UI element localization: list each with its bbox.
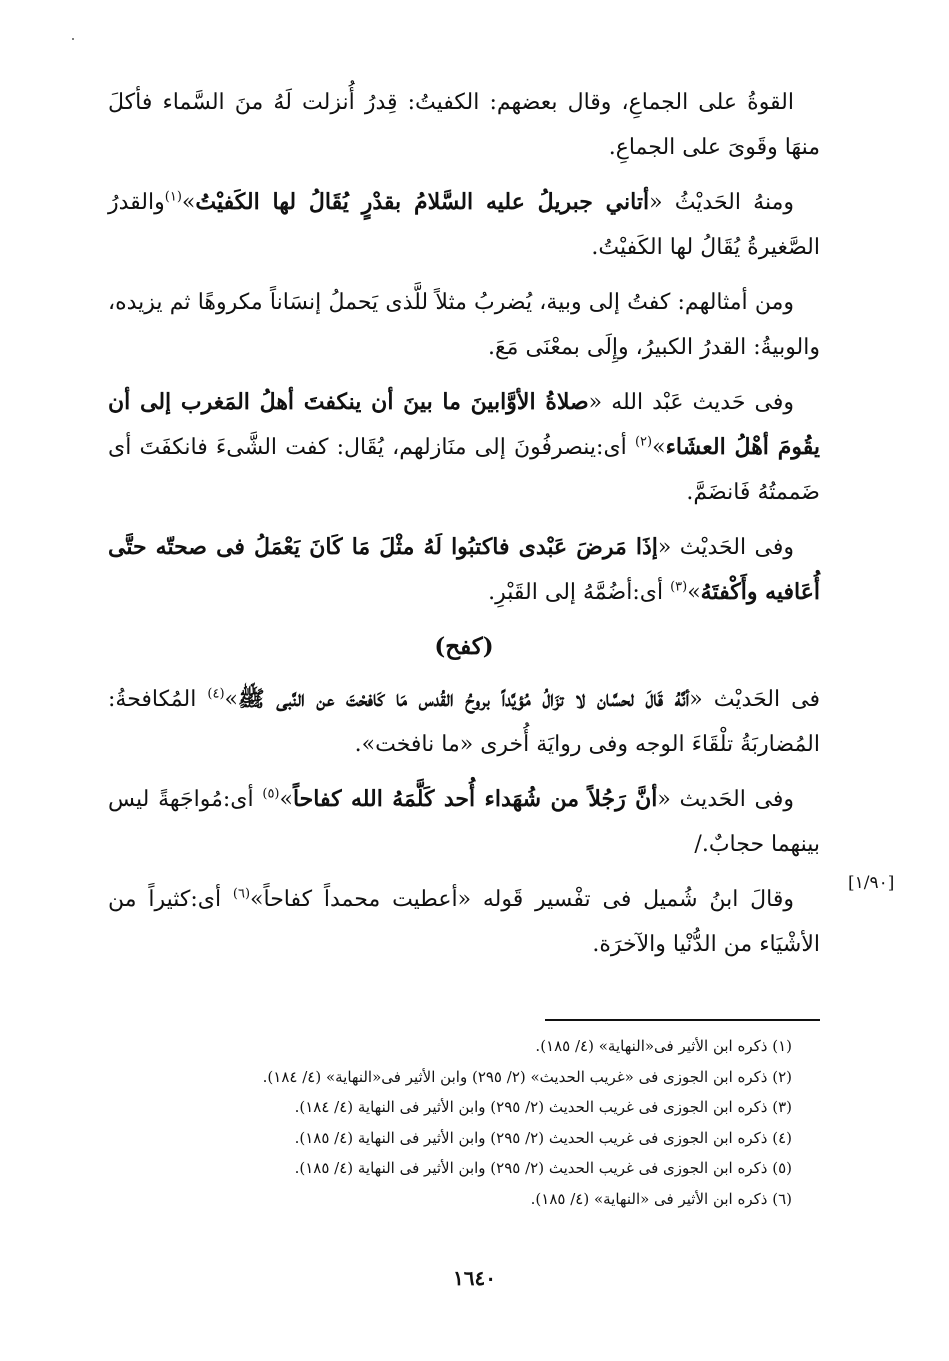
paragraph-text: أى:ينصرفُونَ إلى منَازلهم، يُقَال: كفت الشَّىءَ فانكفَتَ أى ضَممتُهُ فَانضَمَّ. (108, 435, 820, 505)
footnote-separator (545, 1019, 820, 1021)
hadith-text: إذَا مَرضَ عَبْدى فاكتبُوا لَهُ مثْلَ مَا كَانَ يَعْمَلُ فى صحتّه حتَّى أُعَافيه وأَكْفتَهُ (108, 534, 820, 605)
paragraph-text: » (181, 190, 196, 215)
paragraph-text: فى الحَديْث « (689, 687, 820, 712)
hadith-text: أنَّ رَجُلاً من شُهَداء أُحد كَلَّمَهُ الله كفاحاً (292, 786, 658, 812)
footnotes (120, 1031, 792, 1214)
paragraph-text: ومن أمثالهم: كفتُ إلى وبية، يُضربُ مثلاً للَّذى يَحملُ إنسَاناً مكروهًا ثم يزيده، والوبيةُ: القدرُ الكبيرُ، وإِلَى بمعْنَى مَعَ. (108, 290, 820, 360)
footnote-marker: (٢) (634, 434, 653, 450)
entry-kaft (108, 80, 820, 615)
paragraph (108, 525, 820, 615)
footnote-marker: (٤) (207, 686, 225, 702)
paragraph (108, 877, 820, 967)
paragraph-text: المُكافحةُ: المُضاربَةُ تلْقَاءَ الوجه وفى روايَة أُخرى «ما نافخت». (108, 687, 820, 757)
paragraph-text: وقالَ ابنُ شُميل فى تفْسير قَوله «أعطيت محمداً كفاحاً» (250, 887, 794, 912)
footnote-marker: (١) (164, 189, 182, 205)
paragraph-text: » (279, 787, 293, 812)
footnote: (٤) ذكره ابن الجوزى فى غريب الحديث (٢/ ٢٩٥) وابن الأثير فى النهاية (٤/ ١٨٥). (294, 1128, 792, 1147)
paragraph (108, 80, 820, 170)
footnote-marker: (٣) (670, 579, 688, 595)
paragraph-text: » (652, 435, 666, 460)
paragraph (108, 280, 820, 370)
paragraph-text: وفى الحَديث « (657, 787, 795, 812)
footnote: (٣) ذكره ابن الجوزى فى غريب الحديث (٢/ ٢٩٥) وابن الأثير فى النهاية (٤/ ١٨٤). (294, 1098, 792, 1116)
paragraph-text: والقدرُ الصَّغيرةُ يُقَالُ لها الكَفيْتُ. (108, 190, 820, 260)
hadith-text: صلاةُ الأوَّابينَ ما بينَ أن ينكفتَ أهلُ المَغرب إلى أن يقُومَ أهْلُ العشَاء (108, 389, 820, 460)
paragraph-text: أى:مُواجَهةً ليس بينهما حجابٌ./ (108, 787, 820, 857)
footnote-marker: (٦) (232, 886, 251, 902)
paragraph-text: » (687, 580, 701, 605)
paragraph-text: وفى حَديث عَبْد الله « (588, 390, 794, 415)
footnote: (٥) ذكره ابن الجوزى فى غريب الحديث (٢/ ٢٩٥) وابن الأثير فى النهاية (٤/ ١٨٥). (294, 1159, 792, 1177)
entry-kafh (108, 677, 820, 967)
paragraph-text: » (224, 687, 238, 712)
paragraph-text: وفى الحَديْث « (657, 535, 794, 560)
scan-speck (72, 38, 74, 40)
paragraph (108, 380, 820, 515)
paragraph (108, 677, 820, 767)
main-text (108, 80, 820, 977)
hadith-text: أتاني جبريلُ عليه السَّلامُ بقدْرٍ يُقَالُ لها الكَفيْتُ (195, 189, 650, 215)
footnote-marker: (٥) (262, 786, 280, 802)
paragraph (108, 777, 820, 867)
paragraph-text: أى:أضُمَّهُ إلى القَبْرِ. (488, 580, 671, 605)
footnote: (١) ذكره ابن الأثير فى«النهاية» (٤/ ١٨٥). (535, 1037, 792, 1055)
footnote: (٦) ذكره ابن الأثير فى «النهاية» (٤/ ١٨٥). (530, 1189, 792, 1208)
footnote: (٢) ذكره ابن الجوزى فى «غريب الحديث» (٢/ ٢٩٥) وابن الأثير فى«النهاية» (٤/ ١٨٤). (262, 1067, 792, 1086)
paragraph-text: القوةُ على الجماعِ، وقال بعضهم: الكفيتُ: قِدرُ أُنزلت لَهُ منَ السَّماء فأكلَ منهَا وقَوىَ على الجماعِ. (108, 90, 820, 160)
paragraph (108, 180, 820, 270)
paragraph-text: ومنهُ الحَديْثُ « (649, 190, 795, 215)
hadith-text: أنَّهُ قَالَ لحسَّان لا تزَالُ مُؤيَّداً بروحُ القُدس مَا كَافحْتَ عن النَّبى ﷺ (238, 686, 690, 712)
page-number: ١٦٤٠ (453, 1266, 496, 1290)
margin-page-reference: [١/٩٠] (848, 873, 895, 893)
paragraph-text: أى:كثيراً من الأشْيَاء من الدُّنْيا والآخرَة. (108, 887, 820, 957)
section-heading: (كفح) (434, 633, 494, 660)
